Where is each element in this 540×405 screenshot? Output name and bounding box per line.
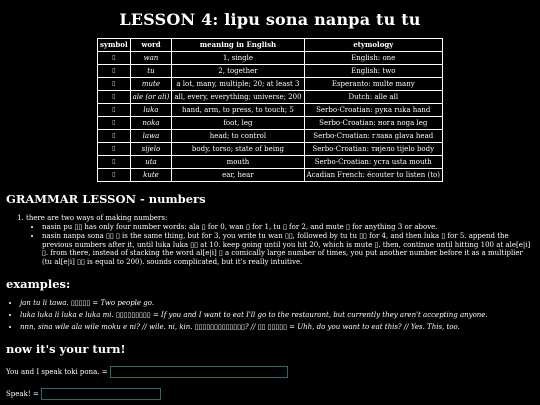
etymology-cell: English: one xyxy=(304,52,442,65)
etymology-cell: Dutch: alle all xyxy=(304,91,442,104)
column-header-meaning: meaning in English xyxy=(172,39,304,52)
examples-heading: examples: xyxy=(6,276,71,291)
meaning-cell: mouth xyxy=(172,156,304,169)
word-cell: kute xyxy=(130,169,172,182)
grammar-item-text: there are two ways of making numbers: xyxy=(26,214,168,223)
word-cell: mute xyxy=(130,78,172,91)
etymology-cell: English: two xyxy=(304,65,442,78)
table-row xyxy=(97,104,442,117)
word-cell: lawa xyxy=(130,130,172,143)
question-2-label: Speak! = xyxy=(6,389,39,398)
word-cell: wan xyxy=(130,52,172,65)
your-turn-heading: now it's your turn! xyxy=(6,341,126,356)
vocabulary-table-body xyxy=(97,52,442,182)
word-cell: sijelo xyxy=(130,143,172,156)
symbol-cell: ▯ xyxy=(97,52,130,65)
example-item: • nnn, sina wile ala wile moku e ni? // wile. ni, kin. ▯▯▯▯▯▯▯▯▯▯▯▯▯? // ▯▯ ▯▯▯▯▯ = Uhh, do you want to eat this? // Yes. This, too. xyxy=(20,323,534,332)
word-cell: tu xyxy=(130,65,172,78)
table-row xyxy=(97,130,442,143)
table-row xyxy=(97,156,442,169)
meaning-cell: a lot, many, multiple; 20; at least 3 xyxy=(172,78,304,91)
meaning-cell: hand, arm, to press, to touch; 5 xyxy=(172,104,304,117)
meaning-cell: all, every, everything; universe; 200 xyxy=(172,91,304,104)
vocabulary-table xyxy=(97,38,443,182)
table-row xyxy=(97,143,442,156)
meaning-cell: head; to control xyxy=(172,130,304,143)
word-cell: ale (or ali) xyxy=(130,91,172,104)
question-1-label: You and I speak toki pona. = xyxy=(6,367,108,376)
column-header-word: word xyxy=(130,39,172,52)
answer-2-input[interactable] xyxy=(41,388,161,400)
grammar-bullet-nasin-pu: • nasin pu ▯▯ has only four number words: ala ▯ for 0, wan ▯ for 1, tu ▯ for 2, and mute ▯ for anything 3 or above. xyxy=(42,223,534,232)
symbol-cell: ▯ xyxy=(97,65,130,78)
symbol-cell: ▯ xyxy=(97,91,130,104)
column-header-etymology: etymology xyxy=(304,39,442,52)
word-cell: noka xyxy=(130,117,172,130)
etymology-cell: Serbo-Croatian: нога noga leg xyxy=(304,117,442,130)
etymology-cell: Serbo-Croatian: глава glava head xyxy=(304,130,442,143)
table-row xyxy=(97,52,442,65)
etymology-cell: Esperanto: multe many xyxy=(304,78,442,91)
question-row-1 xyxy=(6,366,534,378)
grammar-list xyxy=(6,214,534,267)
grammar-sublist xyxy=(26,223,534,267)
symbol-cell: ▯ xyxy=(97,130,130,143)
symbol-cell: ▯ xyxy=(97,143,130,156)
grammar-bullet-nasin-nanpa-sona: • nasin nanpa sona ▯▯ ▯ is the same thing, but for 3, you write tu wan ▯▯, followed by tu tu ▯▯ for 4, and then luka ▯ for 5. append the previous numbers after it, until luka luka ▯▯ at 10. keep going until you hit 20, which is mute ▯. then, continue until hitting 100 at ale[e|i] ▯. from there, instead of stacking the word al[e|i] ▯ a comically large number of times, you put another number before it as a multiplier (tu al[e|i] ▯▯ is equal to 200). sounds complicated, but it's really intuitive. xyxy=(42,232,534,267)
examples-list xyxy=(6,299,534,331)
meaning-cell: ear, hear xyxy=(172,169,304,182)
word-cell: luka xyxy=(130,104,172,117)
symbol-cell: ▯ xyxy=(97,156,130,169)
answer-1-input[interactable] xyxy=(110,366,288,378)
table-header-row xyxy=(97,39,442,52)
table-row xyxy=(97,78,442,91)
symbol-cell: ▯ xyxy=(97,169,130,182)
etymology-cell: Serbo-Croatian: тијело tijelo body xyxy=(304,143,442,156)
question-row-2 xyxy=(6,388,534,400)
meaning-cell: foot, leg xyxy=(172,117,304,130)
example-item: • jan tu li tawa. ▯▯▯▯▯ = Two people go. xyxy=(20,299,534,308)
meaning-cell: 2, together xyxy=(172,65,304,78)
example-item: • luka luka li luka e luka mi. ▯▯▯▯▯▯▯▯▯ = If you and I want to eat I'll go to the restaurant, but currently they aren't accepting anyone. xyxy=(20,311,534,320)
meaning-cell: body, torso; state of being xyxy=(172,143,304,156)
grammar-item xyxy=(26,214,534,267)
etymology-cell: Serbo-Croatian: рука ruka hand xyxy=(304,104,442,117)
symbol-cell: ▯ xyxy=(97,117,130,130)
grammar-heading: GRAMMAR LESSON - numbers xyxy=(6,192,206,206)
table-row xyxy=(97,65,442,78)
etymology-cell: Serbo-Croatian: уста usta mouth xyxy=(304,156,442,169)
etymology-cell: Acadian French: écouter to listen (to) xyxy=(304,169,442,182)
word-cell: uta xyxy=(130,156,172,169)
symbol-cell: ▯ xyxy=(97,104,130,117)
page-title: LESSON 4: lipu sona nanpa tu tu xyxy=(119,10,421,29)
column-header-symbol: symbol xyxy=(97,39,130,52)
meaning-cell: 1, single xyxy=(172,52,304,65)
table-row xyxy=(97,117,442,130)
table-row xyxy=(97,91,442,104)
table-row xyxy=(97,169,442,182)
symbol-cell: ▯ xyxy=(97,78,130,91)
